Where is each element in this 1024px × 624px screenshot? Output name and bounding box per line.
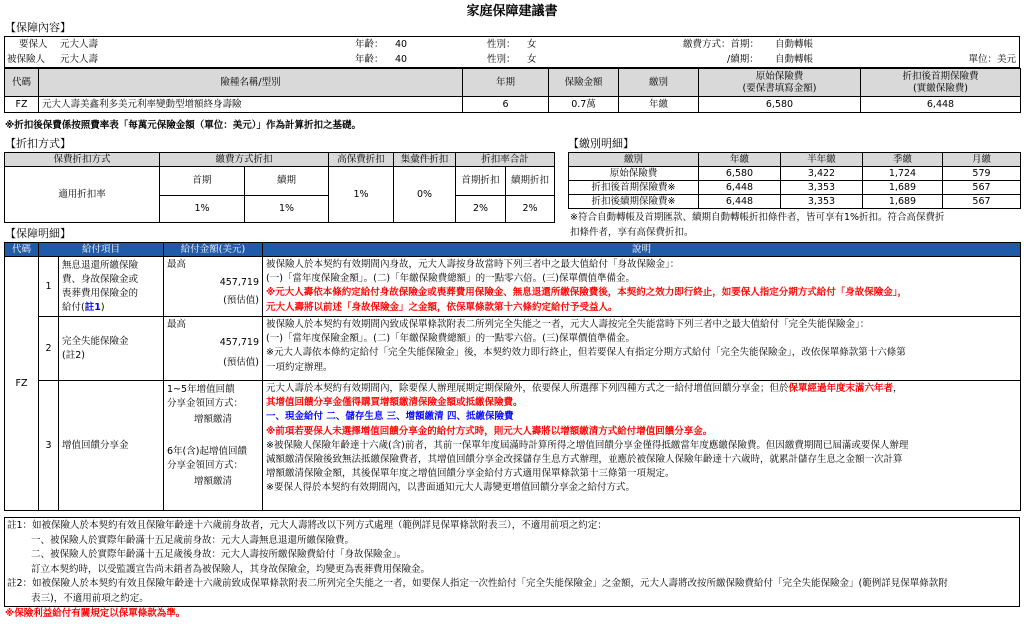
mode-note-line2: 扣條件者，享有高保費折扣。	[570, 227, 694, 238]
payout-line: 分享金領回方式：	[167, 460, 244, 471]
desc-line-warning: 其增值回饋分享金僅得購買增額繳清保險金額或抵繳保險費。	[266, 397, 523, 409]
discount-header-payment: 繳費方式折扣	[160, 153, 329, 167]
desc-text-warning: 保單經過年度末滿六年者	[788, 383, 894, 394]
desc-text: ，	[893, 383, 903, 394]
section-discount-title: 【折扣方式】	[5, 137, 71, 150]
note-1: 註1：如被保險人於本契約有效且保險年齡達十六歲前身故者，元大人壽將改以下列方式處理（範例詳見保單條款附表三），不適用前項之約定：	[7, 520, 607, 531]
desc-line-options: 一、現金給付 二、儲存生息 三、增額繳清 四、抵繳保險費	[266, 411, 514, 423]
pay-renew-label: /續期：	[727, 54, 759, 65]
header-discount-premium-line1: 折扣後首期保險費	[902, 70, 979, 82]
unit-label: 單位：美元	[968, 54, 1016, 65]
mode-value: 567	[943, 181, 1021, 195]
note-1-item: 一、被保險人於實際年齡滿十五足歲前身故：元大人壽無息退還所繳保險費。	[31, 534, 355, 546]
insured-sex: 女	[527, 54, 537, 65]
proposer-sex: 女	[527, 39, 537, 50]
header-original-premium-line2: (要保書填寫金額)	[742, 82, 817, 94]
policy-name: 元大人壽美鑫利多美元利率變動型增額終身壽險	[39, 97, 463, 113]
proposer-name: 元大人壽	[60, 39, 99, 50]
payout-line: 6年(含)起增值回饋	[167, 446, 247, 457]
desc-line: 被保險人於本契約有效期間內致成保單條款附表二所列完全失能之一者，元大人壽按完全失能當時下列三者中之最大值給付「完全失能保險金」：	[266, 319, 870, 330]
mode-value: 6,448	[699, 195, 781, 209]
benefit-amount	[164, 257, 263, 317]
policy-mode: 年繳	[619, 97, 699, 113]
benefit-name-text: )	[100, 301, 105, 313]
benefit-amount-est: (預估值)	[223, 357, 260, 368]
discount-total-renew-value: 2%	[506, 196, 555, 223]
benefit-code: FZ	[5, 257, 39, 511]
pay-renew-value: 自動轉帳	[775, 54, 814, 65]
discount-header-group: 集彙件折扣	[394, 153, 456, 167]
mode-table	[568, 152, 1021, 209]
desc-line-warning: 元大人壽將以前述「身故保險金」之金額，依保單條款第十六條約定給付予受益人。	[266, 301, 618, 313]
mode-row-label: 折扣後續期保險費※	[569, 195, 699, 209]
insured-label: 被保險人	[7, 54, 46, 65]
desc-line: 一項約定辦理。	[266, 361, 333, 373]
benefit-header-code: 代碼	[5, 243, 39, 257]
discount-first-value: 1%	[160, 196, 245, 223]
mode-row-label: 原始保險費	[569, 167, 699, 181]
discount-header-high: 高保費折扣	[329, 153, 394, 167]
mode-value: 6,448	[699, 181, 781, 195]
header-discount-premium-line2: (實繳保險費)	[913, 82, 968, 94]
insured-info-panel	[4, 36, 1020, 68]
mode-header-annual: 年繳	[699, 153, 781, 167]
benefit-description	[263, 317, 1021, 381]
header-discount-premium	[861, 69, 1021, 97]
benefit-header-desc: 說明	[263, 243, 1021, 257]
header-amount: 保險金額	[549, 69, 619, 97]
mode-value: 6,580	[699, 167, 781, 181]
policy-term: 6	[463, 97, 549, 113]
policy-code: FZ	[5, 97, 39, 113]
notes-panel	[4, 517, 1020, 607]
header-original-premium-line1: 原始保險費	[755, 70, 804, 82]
benefit-amount-value: 457,719	[219, 337, 260, 348]
benefit-description	[263, 381, 1021, 511]
section-benefits-title: 【保障明細】	[5, 227, 71, 240]
benefit-no: 1	[39, 257, 59, 317]
discount-header-method: 保費折扣方式	[5, 153, 160, 167]
header-product-name: 險種名稱/型別	[39, 69, 463, 97]
benefit-no: 2	[39, 317, 59, 381]
section-mode-title: 【繳別明細】	[568, 137, 634, 150]
mode-value: 579	[943, 167, 1021, 181]
benefit-name-line: 喪葬費用保險金的	[62, 287, 139, 299]
benefit-name-line: 完全失能保險金	[62, 335, 129, 347]
benefit-amount-value: 457,719	[219, 277, 260, 288]
mode-value: 567	[943, 195, 1021, 209]
pay-first-value: 自動轉帳	[775, 39, 814, 50]
benefit-description	[263, 257, 1021, 317]
discount-total-first-value: 2%	[456, 196, 506, 223]
desc-line-warning: ※前項若要保人未選擇增值回饋分享金的給付方式時，則元大人壽將以增額繳清方式給付增值回饋分享金。	[266, 425, 713, 437]
proposer-age: 40	[395, 39, 408, 50]
desc-line: (一)「當年度保險金額」。(二)「年繳保險費總額」的一點零六倍。(三)保單價值準備金。	[266, 333, 636, 345]
mode-header-semi: 半年繳	[781, 153, 863, 167]
note-2-cont: 表三)，不適用前項之約定。	[31, 592, 149, 604]
note-1-item: 訂立本契約時，以受監護宣告尚未銷者為被保險人，其身故保險金，均變更為喪葬費用保險金。	[31, 563, 431, 575]
desc-line: (一)「當年度保險金額」。(二)「年繳保險費總額」的一點零六倍。(三)保單價值準備金。	[266, 273, 636, 285]
mode-value: 3,422	[781, 167, 863, 181]
benefit-name-line: 費、身故保險金或	[62, 273, 139, 285]
proposer-sex-label: 性別：	[487, 39, 516, 50]
insured-name: 元大人壽	[60, 54, 99, 65]
discount-header-total: 折扣率合計	[456, 153, 555, 167]
benefit-payout-method	[164, 381, 263, 511]
payout-line: 分享金領回方式：	[167, 398, 244, 409]
desc-line-warning: ※元大人壽依本條約定給付身故保險金或喪葬費用保險金、無息退還所繳保險費後，本契約之效力即行終止，如要保人指定分期方式給付「身故保險金」，	[266, 287, 908, 299]
mode-value: 3,353	[781, 195, 863, 209]
mode-value: 1,689	[863, 181, 943, 195]
mode-header-month: 月繳	[943, 153, 1021, 167]
mode-header-quarter: 季繳	[863, 153, 943, 167]
footer-note: ※保險利益給付有關規定以保單條款為準。	[5, 608, 186, 619]
mode-value: 1,689	[863, 195, 943, 209]
discount-sub-first: 首期	[160, 167, 245, 196]
policy-original-premium: 6,580	[699, 97, 861, 113]
proposer-label: 要保人	[19, 39, 48, 50]
benefit-header-item: 給付項目	[39, 243, 164, 257]
note-1-item: 二、被保險人於實際年齡滿十五足歲後身故：元大人壽按所繳保險費給付「身故保險金」。	[31, 549, 407, 560]
policy-discount-premium: 6,448	[861, 97, 1021, 113]
benefit-name: 增值回饋分享金	[59, 381, 164, 511]
discount-sub-first-rate: 首期折扣	[456, 167, 506, 196]
discount-table	[4, 152, 555, 223]
mode-row-label: 折扣後首期保險費※	[569, 181, 699, 195]
discount-group-value: 0%	[394, 167, 456, 223]
desc-text: 元大人壽於本契約有效期間內，除要保人辦理展期定期保險外，依要保人所選擇下列四種方式之一給付增值回饋分享金；但於	[266, 383, 789, 394]
discount-high-value: 1%	[329, 167, 394, 223]
discount-row-label: 適用折扣率	[5, 167, 160, 223]
pay-method-label: 繳費方式：首期：	[683, 39, 760, 50]
note-2: 註2：如被保險人於本契約有效且保險年齡達十六歲前致成保單條款附表二所列完全失能之一者，如要保人指定一次性給付「完全失能保險金」之金額，元大人壽將改按所繳保險費給付「完全失能保險金」(範例詳見保單條款附	[7, 578, 948, 589]
discount-basis-note: ※折扣後保費係按照費率表「每萬元保險金額（單位：美元）」作為計算折扣之基礎。	[5, 120, 361, 131]
benefit-name-text: 給付(	[62, 301, 85, 313]
page-title: 家庭保障建議書	[466, 4, 558, 19]
desc-line: 增額繳清保險金額，其後保單年度之增值回饋分享金給付方式適用保單條款第十三條第一項規定。	[266, 468, 675, 480]
payout-value: 增額繳清	[194, 414, 233, 425]
header-code: 代碼	[5, 69, 39, 97]
benefit-amount-max: 最高	[167, 319, 187, 330]
mode-value: 3,353	[781, 181, 863, 195]
benefit-amount	[164, 317, 263, 381]
benefit-amount-est: (預估值)	[223, 295, 260, 306]
insured-sex-label: 性別：	[487, 54, 516, 65]
table-row	[5, 257, 1021, 317]
discount-sub-renew: 續期	[245, 167, 329, 196]
note-ref-link[interactable]: 註1	[84, 301, 101, 313]
proposer-age-label: 年齡：	[355, 39, 384, 50]
table-row	[5, 381, 1021, 511]
mode-note-line1: ※符合自動轉帳及首期匯款、續期自動轉帳折扣條件者，皆可享有1%折扣。符合高保費折	[570, 212, 945, 223]
desc-line	[266, 382, 1017, 396]
benefit-name	[59, 317, 164, 381]
benefit-header-amount: 給付金額(美元)	[164, 243, 263, 257]
benefit-no: 3	[39, 381, 59, 511]
desc-line: ※被保險人保險年齡達十六歲(含)前者，其前一保單年度屆滿時計算所得之增值回饋分享金僅得抵繳當年度應繳保險費。但因繳費期間已屆滿或要保人辦理	[266, 439, 909, 451]
table-row	[569, 167, 1021, 181]
benefit-name-line	[62, 301, 160, 315]
table-row	[569, 195, 1021, 209]
desc-line: 被保險人於本契約有效期間內身故，元大人壽按身故當時下列三者中之最大值給付「身故保險金」：	[266, 259, 680, 270]
discount-renew-value: 1%	[245, 196, 329, 223]
benefit-amount-max: 最高	[167, 259, 187, 270]
benefits-table	[4, 242, 1021, 511]
payout-line: 1~5年增值回饋	[167, 384, 235, 395]
table-row	[5, 97, 1021, 113]
section-protection-title: 【保障內容】	[5, 21, 71, 34]
insured-age-label: 年齡：	[355, 54, 384, 65]
payout-value: 增額繳清	[194, 476, 233, 487]
desc-line: ※要保人得於本契約有效期間內，以書面通知元大人壽變更增值回饋分享金之給付方式。	[266, 482, 635, 494]
desc-line: 減額繳清保險後致無法抵繳保險費者，其增值回饋分享金改採儲存生息方式辦理，並應於被保險人保險年齡達十六歲時，就累計儲存生息之金額一次計算	[266, 454, 903, 466]
header-original-premium	[699, 69, 861, 97]
table-row	[5, 317, 1021, 381]
header-term: 年期	[463, 69, 549, 97]
policy-table	[4, 68, 1021, 113]
discount-sub-renew-rate: 續期折扣	[506, 167, 555, 196]
mode-value: 1,724	[863, 167, 943, 181]
header-mode: 繳別	[619, 69, 699, 97]
desc-line: ※元大人壽依本條約定給付「完全失能保險金」後，本契約效力即行終止，但若要保人有指定分期方式給付「完全失能保險金」，改依保單條款第十六條第	[266, 347, 906, 359]
benefit-name	[59, 257, 164, 317]
table-row	[569, 181, 1021, 195]
benefit-name-line: (註2)	[62, 349, 85, 361]
insured-age: 40	[395, 54, 408, 65]
mode-header-type: 繳別	[569, 153, 699, 167]
benefit-name-line: 無息退還所繳保險	[62, 259, 139, 271]
policy-amount: 0.7萬	[549, 97, 619, 113]
